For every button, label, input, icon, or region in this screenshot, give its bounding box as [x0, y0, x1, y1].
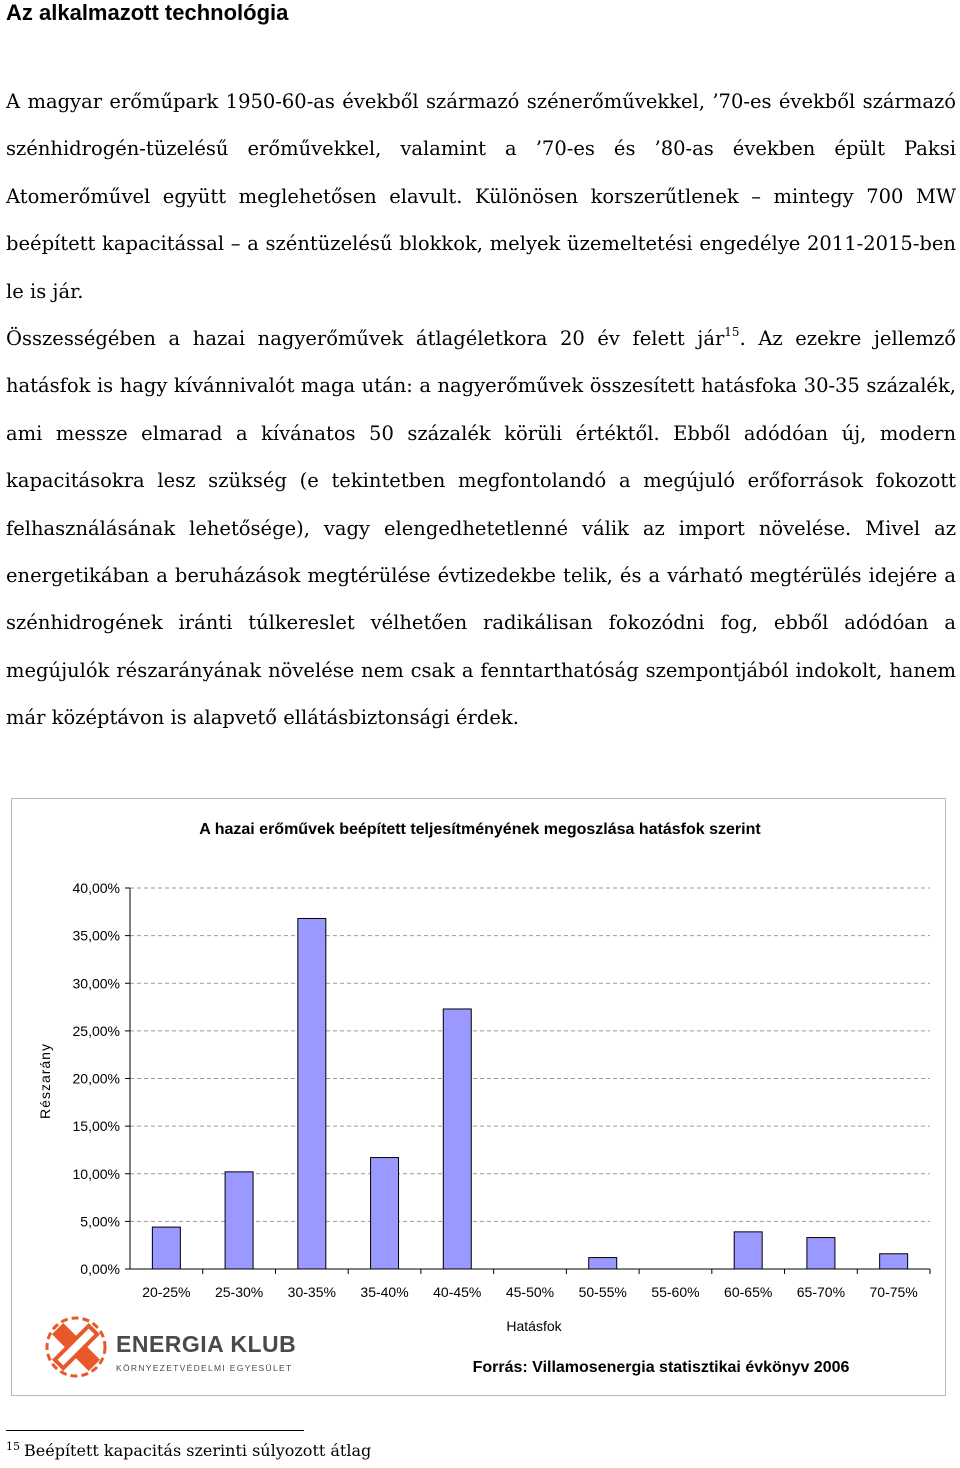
footnote-text: Beépített kapacitás szerinti súlyozott átlag — [24, 1441, 372, 1460]
x-tick-label: 40-45% — [433, 1284, 482, 1300]
x-tick-label: 35-40% — [360, 1284, 409, 1300]
y-tick-label: 10,00% — [72, 1165, 120, 1182]
footnote-divider — [6, 1430, 304, 1431]
paragraph-2 — [6, 315, 956, 742]
x-tick-label: 25-30% — [214, 1284, 264, 1300]
x-tick-label: 20-25% — [142, 1284, 191, 1300]
chart-frame — [11, 798, 946, 1396]
y-tick-label: 20,00% — [72, 1070, 120, 1087]
bar-30-35% — [298, 918, 326, 1269]
chart-title: A hazai erőművek beépített teljesítményének megoszlása hatásfok szerint — [199, 821, 761, 838]
bar-65-70% — [807, 1238, 835, 1269]
bar-60-65% — [734, 1232, 762, 1269]
y-tick-label: 15,00% — [72, 1118, 120, 1135]
x-tick-label: 60-65% — [724, 1284, 773, 1300]
y-tick-label: 5,00% — [80, 1213, 120, 1230]
y-tick-label: 30,00% — [72, 975, 120, 992]
x-tick-label: 55-60% — [651, 1284, 700, 1300]
paragraph-2-start: Összességében a hazai nagyerőművek átlagéletkora 20 év felett jár — [6, 327, 725, 351]
footnote-number: 15 — [6, 1440, 20, 1453]
y-axis-label: Részarány — [37, 1043, 53, 1119]
energia-klub-logo — [47, 1318, 296, 1376]
body-text — [6, 78, 956, 742]
paragraph-1: A magyar erőműpark 1950-60-as évekből származó szénerőművekkel, ’70-es évekből származó szénhidrogén-tüzelésű erőművekkel, valamint a ’70-es és ’80-as években épült Paksi Atomerőművel együtt meglehetősen elavult. Különösen korszerűtlenek – mintegy 700 MW beépített kapacitással – a széntüzelésű blokkok, melyek üzemeltetési engedélye 2011-2015-ben le is jár. — [6, 90, 956, 303]
bar-25-30% — [225, 1172, 253, 1269]
logo-subtitle: KÖRNYEZETVÉDELMI EGYESÜLET — [116, 1363, 293, 1373]
x-axis-label: Hatásfok — [506, 1318, 562, 1334]
paragraph-2-rest: . Az ezekre jellemző hatásfok is hagy kívánnivalót maga után: a nagyerőművek összesített hatásfoka 30-35 százalék, ami messze elmarad a kívánatos 50 százalék körüli értéktől. Ebből adódóan új, modern kapacitásokra lesz szükség (e tekintetben megfontolandó a megújuló erőforrások fokozott felhasználásának lehetősége), vagy elengedhetetlenné válik az import növelése. Mivel az energetikában a beruházások megtérülése évtizedekbe telik, és a várható megtérülés idejére a szénhidrogének iránti túlkereslet vélhetően radikálisan fokozódni fog, ebből adódóan a megújulók részarányának növelése nem csak a fenntarthatóság szempontjából indokolt, hanem már középtávon is alapvető ellátásbiztonsági érdek. — [6, 327, 956, 730]
logo-name: ENERGIA KLUB — [116, 1331, 297, 1357]
footnote — [6, 1440, 371, 1462]
footnote-ref[interactable]: 15 — [724, 325, 740, 340]
bar-35-40% — [371, 1158, 399, 1269]
bar-50-55% — [589, 1258, 617, 1269]
bar-20-25% — [152, 1227, 180, 1269]
x-tick-label: 50-55% — [578, 1284, 627, 1300]
x-tick-label: 30-35% — [287, 1284, 336, 1300]
section-heading: Az alkalmazott technológia — [6, 0, 289, 25]
logo-mark-icon — [47, 1318, 105, 1376]
x-tick-label: 70-75% — [869, 1284, 918, 1300]
chart-source: Forrás: Villamosenergia statisztikai évkönyv 2006 — [472, 1359, 850, 1376]
bar-40-45% — [443, 1009, 471, 1269]
bar-chart — [12, 799, 947, 1397]
y-tick-label: 25,00% — [72, 1022, 120, 1039]
y-tick-label: 0,00% — [80, 1261, 120, 1277]
bar-70-75% — [880, 1254, 908, 1269]
x-tick-label: 45-50% — [505, 1284, 555, 1300]
y-tick-label: 35,00% — [72, 927, 120, 944]
x-tick-label: 65-70% — [796, 1284, 846, 1300]
y-tick-label: 40,00% — [72, 880, 120, 896]
